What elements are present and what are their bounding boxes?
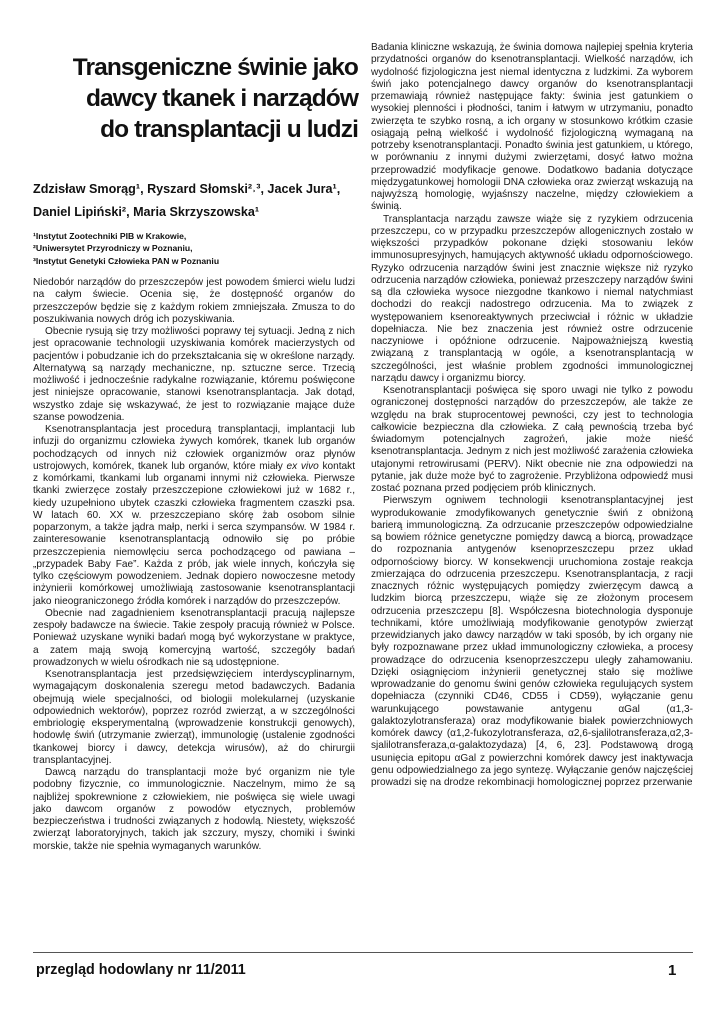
paragraph: Obecnie rysują się trzy możliwości poprawy tej sytuacji. Jedną z nich jest opracowanie technologii uzyskiwania komórek macierzystych od pacjentów i pobudzanie ich do przekształcania się w określone narządy. Alternatywą są narządy mechaniczne, np. sztuczne serce. Trzecią możliwość i jednocześnie radykalne rozwiązanie, któremu poświęcone jest niniejsze opracowanie, stanowi ksenotransplantacja. Jak dotąd, wszystko zdaje się wskazywać, że jest to rozwiązanie mające duże szanse powodzenia. <box>33 326 355 423</box>
article-title <box>40 52 358 145</box>
footer-divider <box>33 952 693 953</box>
paragraph: Pierwszym ogniwem technologii ksenotransplantacyjnej jest wyprodukowanie zmodyfikowanych genetycznie świń z obniżoną barierą immunologiczną. Za odrzucanie przeszczepów odpowiedzialne są bowiem różnice genetyczne pomiędzy dawcą a biorcą, prowadzące do rozpoznania antygenów ksenoprzeszczepu przez układ odpornościowy biorcy. W konsekwencji uruchomiona zostaje reakcja zmierzająca do odrzucenia przeszczepu. Ksenotransplantacja, z racji znacznych różnic występujących pomiędzy zwierzęcym dawcą a ludzkim biorcą przeszczepu, wiąże się ze złożonym procesem odrzucenia przeszczepu [8]. Współczesna biotechnologia dysponuje technikami, które umożliwiają modyfikowanie genotypów zwierząt przewidzianych jako dawcy narządów w taki sposób, by ich organy nie były rozpoznawane przez układ immunologiczny człowieka, a procesy prowadzące do odrzucenia ksenoprzeszczepu uległy zahamowaniu. Dzięki osiągnięciom inżynierii genetycznej stało się możliwe wprowadzanie do genomu świni genów człowieka regulujących system dopełniacza (czynniki CD46, CD55 i CD59), wyłączanie genu warunkującego powstawanie antygenu αGal (α1,3-galaktozylotransferaza) oraz modyfikowanie białek powierzchniowych komórek dawcy (α1,2-fukozylotransferaza, α2,6-sjalilotransferaza,α2,3-sjalilotransferaza,α-galaktozydaza) [4, 6, 23]. Podstawową drogą usunięcia epitopu αGal z powierzchni komórek dawcy jest inaktywacja genu odpowiedzialnego za jego syntezę. Wyłączanie genów najczęściej prowadzi się na drodze rekombinacji homologicznej poprzez przerwanie <box>371 495 693 788</box>
authors-line: Zdzisław Smorąg¹, Ryszard Słomski²˒³, Jacek Jura¹, <box>33 182 341 196</box>
italic-term: ex vivo <box>286 460 319 472</box>
title-line: do transplantacji u ludzi <box>100 116 358 143</box>
affiliation: ¹Instytut Zootechniki PIB w Krakowie, <box>33 231 187 241</box>
paragraph <box>33 424 355 608</box>
page-number: 1 <box>668 962 677 979</box>
right-column <box>371 42 693 789</box>
text-run: kontakt z komórkami, tkankami lub organami innymi niż człowieka. Pierwsze tkanki zwierzęce zostały przeszczepione człowiekowi już w 1682 r., kiedy uzupełniono ubytek czaszki człowieka fragmentem czaszki psa. W latach 60. XX w. przeszczepiano skórę żab osobom silnie poparzonym, a także jądra małp, nerki i serca szympansów. W 1984 r. zainteresowanie ksenotransplantacją odnowiło się po próbie przeszczepienia niemowlęciu serca pochodzącego od pawiana – „przypadek Baby Fae”. Każda z prób, jak wiele innych, kończyła się tylko częściowym powodzeniem. Jednak dopiero nowoczesne metody inżynierii komórkowej umożliwiają zastosowanie ksenotransplantacji jako nieograniczonego źródła komórek i narządów do przeszczepów. <box>33 460 355 607</box>
left-column <box>33 277 355 853</box>
journal-name: przegląd hodowlany nr 11/2011 <box>36 962 246 978</box>
paragraph: Transplantacja narządu zawsze wiąże się z ryzykiem odrzucenia przeszczepu, co w przypadku przeszczepów allogenicznych zostało w większości przypadków pokonane dzięki stosowaniu leków immunosupresyjnych, hamujących aktywność układu odpornościowego. Ryzyko odrzucenia narządów świni jest znacznie większe niż ryzyko odrzucenia narządów człowieka, ponieważ przeszczepy narządów świni są dla człowieka wysoce niezgodne tkankowo i niemal natychmiast dochodzi do reakcji nadostrego odrzucenia. Ma to związek z występowaniem ksenoreaktywnych przeciwciał i różnic w układzie dopełniacza. Nie bez znaczenia jest również ostre odrzucenie naczyniowe i opóźnione odrzucenie. Najpoważniejszą kwestią związaną z transplantacją w ogóle, a ksenotransplantacją w szczególności, jest właśnie problem zgodności immunologicznej narządu dawcy i organizmu biorcy. <box>371 213 693 384</box>
paragraph: Dawcą narządu do transplantacji może być organizm nie tyle podobny fizycznie, co immunologicznie. Naczelnym, mimo że są najbliżej spokrewnione z człowiekiem, nie poświęca się wiele uwagi jako dawcom organów z powodów etycznych, problemów bezpieczeństwa i trudności związanych z hodowlą. Niestety, większość zwierząt laboratoryjnych, takich jak szczury, myszy, chomiki i świnki morskie, także nie spełnia wymaganych warunków. <box>33 767 355 852</box>
paragraph: Obecnie nad zagadnieniem ksenotransplantacji pracują najlepsze zespoły badawcze na świecie. Takie zespoły pracują również w Polsce. Ponieważ uzyskane wyniki badań mogą być wykorzystane w praktyce, a zatem mają swoją komercyjną wartość, szczegóły badań prowadzonych w wielu ośrodkach nie są udostępnione. <box>33 607 355 668</box>
authors-line: Daniel Lipiński², Maria Skrzyszowska¹ <box>33 205 260 219</box>
author-list <box>33 178 363 224</box>
paragraph: Niedobór narządów do przeszczepów jest powodem śmierci wielu ludzi na całym świecie. Ocenia się, że dostępność organów do przeszczepów będzie się z każdym rokiem zmniejszała. Zmusza to do poszukiwania nowych dróg ich pozyskiwania. <box>33 277 355 325</box>
paragraph: Ksenotransplantacja jest przedsięwzięciem interdyscyplinarnym, wymagającym doskonalenia szeregu metod badawczych. Badania obejmują wiele specjalności, od biologii molekularnej (uzyskanie odpowiednich wektorów), poprzez rozród zwierząt, a w szczególności embriologię eksperymentalną (wprowadzenie konstrukcji genowych), hodowlę świń (utrzymanie zwierząt), immunologię (ustalenie zgodności tkankowej biorcy i dawcy, detekcja wirusów), aż do chirurgii transplantacyjnej. <box>33 669 355 766</box>
affiliations <box>33 230 353 267</box>
affiliation: ²Uniwersytet Przyrodniczy w Poznaniu, <box>33 243 193 254</box>
title-line: Transgeniczne świnie jako <box>72 54 358 81</box>
paragraph: Ksenotransplantacji poświęca się sporo uwagi nie tylko z powodu ograniczonej dostępności narządów do przeszczepów, ale także ze względu na brak stuprocentowej pewności, czy jest to technologia całkowicie bezpieczna dla człowieka. Z całą pewnością trzeba być świadomym potencjalnych zagrożeń, jakie może nieść ksenotransplantacja. Jednym z nich jest możliwość zarażenia człowieka utajonymi retrowirusami (PERV). Nikt obecnie nie zna odpowiedzi na pytanie, jak duże może być to zagrożenie. Przybliżona odpowiedź musi zostać poznana przed podjęciem prób klinicznych. <box>371 385 693 494</box>
paragraph: Badania kliniczne wskazują, że świnia domowa najlepiej spełnia kryteria przydatności organów do ksenotransplantacji. Wielkość narządów, ich wydolność fizjologiczna jest niemal identyczna z ludzkimi. Za wyborem świń jako potencjalnego dawcy organów do ksenotransplantacji przemawiają również następujące fakty: świnia jest gatunkiem o wysokiej plenności i płodności, tanim i łatwym w utrzymaniu, ponadto zwierzęta te szybko rosną, a ich organy w stosunkowo krótkim czasie osiągają pełną wielkość i wydolność fizjologiczną wymaganą na potrzeby ksenotransplantacji. Ponadto świnia jest gatunkiem, u którego, w porównaniu z innymi dużymi zwierzętami, dosyć łatwo można przeprowadzić modyfikacje genowe. Dodatkowo badania dotyczące międzygatunkowej homologii DNA człowieka oraz zwierząt wskazują na najwyższą homologię, wyjaśnszy naczelne, między człowiekiem a świnią. <box>371 42 693 213</box>
title-line: dawcy tkanek i narządów <box>85 85 358 112</box>
text-run: Ksenotransplantacja jest procedurą transplantacji, implantacji lub infuzji do organizmu człowieka żywych komórek, tkanek lub organów pochodzących od innych niż człowiek organizmów oraz płynów ustrojowych, komórek, tkanek lub organów, które miały <box>33 424 355 472</box>
affiliation: ³Instytut Genetyki Człowieka PAN w Poznaniu <box>33 255 220 266</box>
